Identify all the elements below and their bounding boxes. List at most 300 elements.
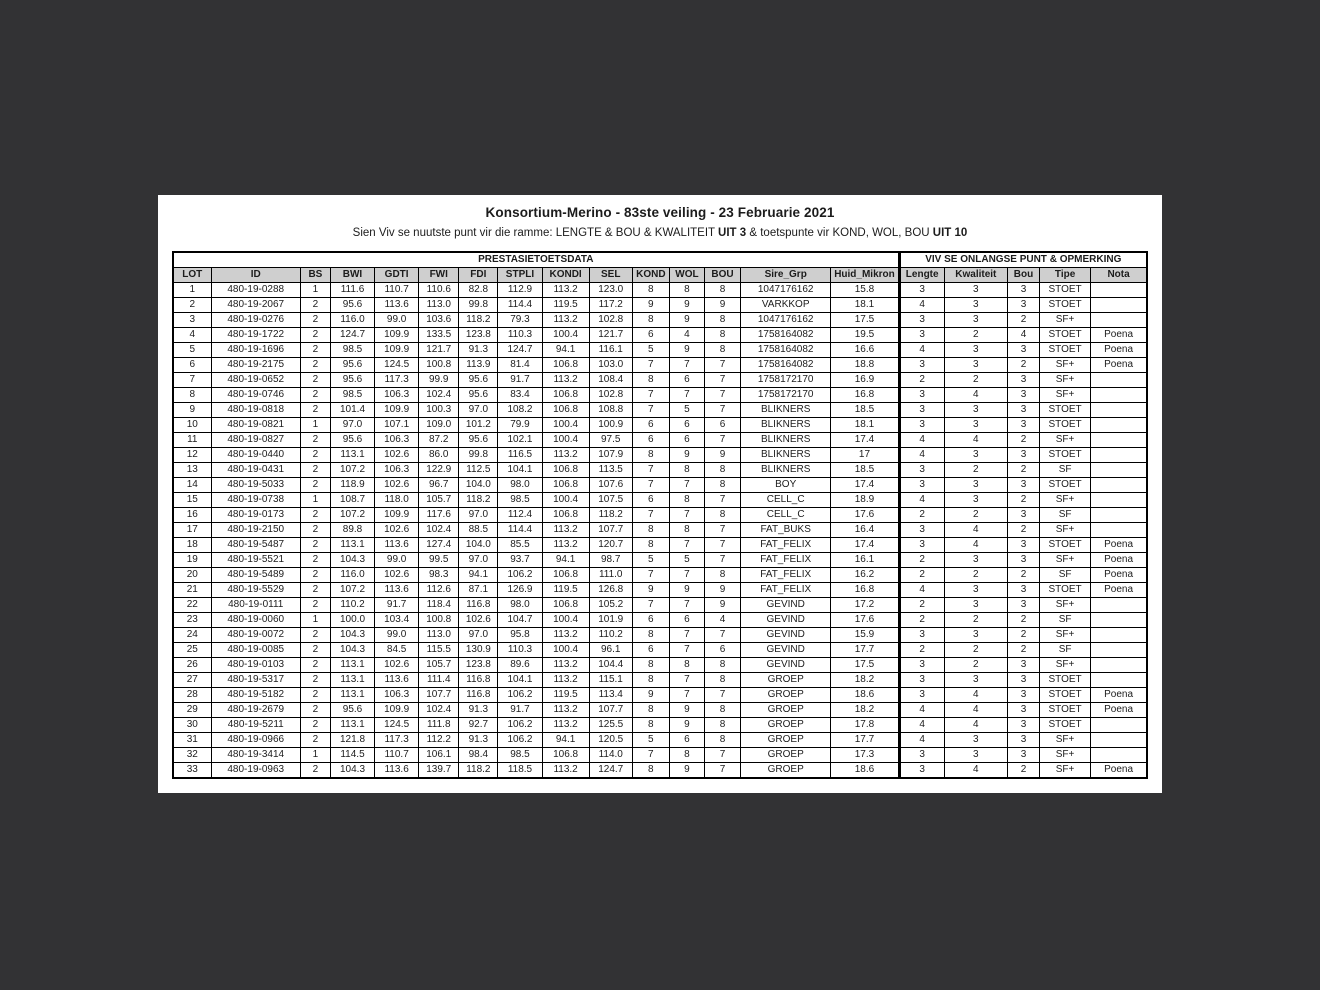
table-cell (1091, 598, 1147, 613)
table-row (173, 553, 1147, 568)
table-cell: 8 (669, 463, 704, 478)
table-cell: 106.3 (375, 463, 419, 478)
table-cell: 95.6 (330, 433, 374, 448)
table-cell: 4 (899, 718, 944, 733)
table-cell: 2 (1007, 613, 1039, 628)
table-cell: 2 (300, 463, 330, 478)
table-cell: 113.2 (542, 373, 589, 388)
table-cell: 110.3 (498, 643, 542, 658)
table-cell: 16.8 (831, 388, 899, 403)
table-cell: 116.0 (330, 313, 374, 328)
table-cell: 4 (944, 763, 1007, 779)
table-cell: 6 (632, 418, 669, 433)
table-cell: 102.4 (419, 523, 459, 538)
table-cell: 480-19-0652 (211, 373, 300, 388)
table-cell: 6 (669, 613, 704, 628)
table-cell: 6 (704, 643, 740, 658)
table-cell: SF+ (1040, 763, 1091, 779)
table-cell: 119.5 (542, 583, 589, 598)
column-header-huid-mikron: Huid_Mikron (831, 268, 899, 283)
table-row (173, 388, 1147, 403)
table-cell: 112.5 (459, 463, 498, 478)
table-cell: 480-19-5317 (211, 673, 300, 688)
table-cell: 6 (669, 433, 704, 448)
table-cell: 3 (899, 688, 944, 703)
table-cell: 2 (300, 673, 330, 688)
table-cell: GROEP (741, 673, 831, 688)
table-cell: 86.0 (419, 448, 459, 463)
table-cell: 3 (1007, 748, 1039, 763)
column-header-fdi: FDI (459, 268, 498, 283)
table-cell: 120.7 (589, 538, 632, 553)
table-cell: 112.4 (498, 508, 542, 523)
table-cell: 95.6 (330, 373, 374, 388)
table-cell: 119.5 (542, 688, 589, 703)
table-cell: 109.9 (375, 343, 419, 358)
table-cell: 2 (300, 688, 330, 703)
table-cell: 130.9 (459, 643, 498, 658)
table-cell: 9 (632, 688, 669, 703)
table-cell: 97.0 (459, 403, 498, 418)
table-cell: 105.7 (419, 493, 459, 508)
table-cell: 95.6 (459, 373, 498, 388)
table-cell: 8 (632, 538, 669, 553)
table-cell: 114.4 (498, 298, 542, 313)
table-cell: GEVIND (741, 613, 831, 628)
table-cell: 18.9 (831, 493, 899, 508)
table-cell: 107.7 (419, 688, 459, 703)
table-cell: 2 (944, 658, 1007, 673)
table-cell: SF (1040, 613, 1091, 628)
table-cell: 9 (669, 703, 704, 718)
table-cell: 9 (669, 718, 704, 733)
table-cell: 106.2 (498, 733, 542, 748)
table-cell: 84.5 (375, 643, 419, 658)
table-cell: 16.2 (831, 568, 899, 583)
table-cell: 480-19-0173 (211, 508, 300, 523)
table-cell: 480-19-0966 (211, 733, 300, 748)
table-cell: 480-19-0818 (211, 403, 300, 418)
table-cell: 100.8 (419, 613, 459, 628)
table-cell: 94.1 (459, 568, 498, 583)
table-row (173, 688, 1147, 703)
table-cell: 10 (173, 418, 211, 433)
table-cell: 106.8 (542, 478, 589, 493)
table-cell: 8 (704, 718, 740, 733)
table-cell: 4 (944, 538, 1007, 553)
table-cell: 98.5 (330, 343, 374, 358)
table-cell: 101.4 (330, 403, 374, 418)
table-cell: 2 (300, 718, 330, 733)
table-cell: 18 (173, 538, 211, 553)
table-cell: 17.4 (831, 433, 899, 448)
table-cell: 8 (704, 463, 740, 478)
table-cell: 112.6 (419, 583, 459, 598)
table-cell: STOET (1040, 328, 1091, 343)
table-cell: 18.1 (831, 418, 899, 433)
table-cell: 98.7 (589, 553, 632, 568)
table-cell: 2 (1007, 643, 1039, 658)
table-row (173, 448, 1147, 463)
table-cell: 124.7 (330, 328, 374, 343)
table-cell: 106.3 (375, 688, 419, 703)
table-cell: 4 (899, 343, 944, 358)
table-cell: 480-19-0060 (211, 613, 300, 628)
table-row (173, 478, 1147, 493)
table-row (173, 313, 1147, 328)
table-cell: 107.9 (589, 448, 632, 463)
table-cell: 480-19-3414 (211, 748, 300, 763)
table-cell: 106.8 (542, 598, 589, 613)
table-cell: 3 (944, 448, 1007, 463)
table-cell: 25 (173, 643, 211, 658)
table-cell: 7 (704, 628, 740, 643)
table-cell: 113.5 (589, 463, 632, 478)
table-cell: 116.8 (459, 598, 498, 613)
table-cell (1091, 718, 1147, 733)
table-cell: 3 (1007, 403, 1039, 418)
table-cell: FAT_FELIX (741, 568, 831, 583)
table-cell: 114.0 (589, 748, 632, 763)
table-cell: 1758164082 (741, 328, 831, 343)
table-cell: 110.7 (375, 283, 419, 298)
table-cell: 118.5 (498, 763, 542, 779)
table-cell: 113.1 (330, 673, 374, 688)
table-cell: 113.0 (419, 298, 459, 313)
table-cell: 113.6 (375, 763, 419, 779)
table-cell: 3 (1007, 538, 1039, 553)
table-cell: 79.9 (498, 418, 542, 433)
table-cell: 6 (632, 493, 669, 508)
table-cell: 9 (632, 583, 669, 598)
table-cell: GEVIND (741, 628, 831, 643)
table-cell: 1758164082 (741, 343, 831, 358)
table-cell: 7 (632, 748, 669, 763)
table-cell: 1 (300, 748, 330, 763)
table-cell: 104.3 (330, 643, 374, 658)
table-cell: 4 (944, 688, 1007, 703)
table-cell (1091, 283, 1147, 298)
table-cell: 113.2 (542, 538, 589, 553)
table-cell: CELL_C (741, 508, 831, 523)
table-cell: 17.5 (831, 313, 899, 328)
table-cell: 2 (300, 298, 330, 313)
table-cell: 9 (669, 343, 704, 358)
table-cell: 102.4 (419, 703, 459, 718)
table-cell: 91.7 (375, 598, 419, 613)
table-cell: 480-19-2067 (211, 298, 300, 313)
table-cell: 3 (1007, 283, 1039, 298)
table-cell: 133.5 (419, 328, 459, 343)
table-cell: 1 (300, 283, 330, 298)
table-cell: 104.0 (459, 538, 498, 553)
table-cell: 9 (669, 583, 704, 598)
table-cell: 2 (300, 643, 330, 658)
table-cell: 480-19-1696 (211, 343, 300, 358)
table-cell: 480-19-0431 (211, 463, 300, 478)
table-cell: 6 (704, 418, 740, 433)
table-cell: BLIKNERS (741, 418, 831, 433)
table-cell: 104.4 (589, 658, 632, 673)
table-cell: 480-19-0963 (211, 763, 300, 779)
table-cell: 8 (704, 733, 740, 748)
table-cell: 2 (300, 523, 330, 538)
table-cell: 8 (632, 703, 669, 718)
table-cell: 480-19-5529 (211, 583, 300, 598)
table-cell: 104.1 (498, 673, 542, 688)
table-cell: 83.4 (498, 388, 542, 403)
table-cell: 16.1 (831, 553, 899, 568)
table-row (173, 568, 1147, 583)
table-cell: 3 (944, 673, 1007, 688)
table-cell: 2 (944, 373, 1007, 388)
table-cell: 102.8 (589, 313, 632, 328)
table-cell: 8 (704, 478, 740, 493)
table-cell: 96.1 (589, 643, 632, 658)
table-cell: 106.2 (498, 718, 542, 733)
table-cell: 100.9 (589, 418, 632, 433)
table-cell: 18.5 (831, 403, 899, 418)
table-cell: 12 (173, 448, 211, 463)
table-cell: 9 (704, 598, 740, 613)
table-cell (1091, 463, 1147, 478)
table-cell: 3 (944, 553, 1007, 568)
table-cell: 116.0 (330, 568, 374, 583)
table-cell: SF+ (1040, 493, 1091, 508)
table-cell: 480-19-5182 (211, 688, 300, 703)
table-cell: 3 (1007, 553, 1039, 568)
table-cell: 92.7 (459, 718, 498, 733)
table-cell: 7 (704, 763, 740, 779)
table-cell (1091, 643, 1147, 658)
table-cell: 1758172170 (741, 388, 831, 403)
table-cell: 110.2 (330, 598, 374, 613)
table-cell: 7 (704, 538, 740, 553)
table-cell: Poena (1091, 553, 1147, 568)
table-cell: SF (1040, 463, 1091, 478)
table-cell: 107.2 (330, 583, 374, 598)
table-cell: 2 (300, 658, 330, 673)
table-cell: 20 (173, 568, 211, 583)
page-subtitle (158, 227, 1162, 239)
table-row (173, 343, 1147, 358)
table-cell: 103.0 (589, 358, 632, 373)
table-cell: 4 (899, 493, 944, 508)
table-cell (1091, 628, 1147, 643)
table-cell: CELL_C (741, 493, 831, 508)
table-cell: 110.7 (375, 748, 419, 763)
table-cell: 16.9 (831, 373, 899, 388)
table-row (173, 658, 1147, 673)
table-cell: GEVIND (741, 658, 831, 673)
table-cell: 2 (944, 508, 1007, 523)
table-cell: 98.5 (498, 493, 542, 508)
column-header-kondi: KONDI (542, 268, 589, 283)
table-cell: 125.5 (589, 718, 632, 733)
table-cell: 107.5 (589, 493, 632, 508)
table-cell: 113.6 (375, 673, 419, 688)
table-cell: 480-19-2679 (211, 703, 300, 718)
table-cell: 4 (704, 613, 740, 628)
table-cell: 1047176162 (741, 283, 831, 298)
table-cell: 3 (944, 283, 1007, 298)
table-cell: 15 (173, 493, 211, 508)
table-cell: 3 (173, 313, 211, 328)
table-cell: STOET (1040, 283, 1091, 298)
table-cell: GROEP (741, 688, 831, 703)
table-cell: 2 (899, 643, 944, 658)
table-row (173, 628, 1147, 643)
table-cell: 100.0 (330, 613, 374, 628)
table-cell: 3 (944, 493, 1007, 508)
table-cell: GROEP (741, 733, 831, 748)
table-cell: BLIKNERS (741, 463, 831, 478)
table-cell: GEVIND (741, 598, 831, 613)
table-cell: 2 (1007, 493, 1039, 508)
table-cell: 15.8 (831, 283, 899, 298)
table-cell: 7 (704, 523, 740, 538)
subtitle-text-mid: & toetspunte vir KOND, WOL, BOU (746, 227, 933, 239)
column-header-lengte: Lengte (899, 268, 944, 283)
table-cell: 114.5 (330, 748, 374, 763)
table-cell: 3 (944, 343, 1007, 358)
table-cell: 3 (899, 478, 944, 493)
table-cell: 8 (632, 718, 669, 733)
table-row (173, 523, 1147, 538)
table-cell: 113.9 (459, 358, 498, 373)
table-cell: 2 (1007, 568, 1039, 583)
table-cell: 107.1 (375, 418, 419, 433)
table-cell: 17.6 (831, 508, 899, 523)
table-cell: 2 (899, 598, 944, 613)
table-cell: 98.3 (419, 568, 459, 583)
table-cell: 3 (899, 523, 944, 538)
table-cell (1091, 523, 1147, 538)
table-cell: 2 (300, 538, 330, 553)
table-cell: 9 (704, 298, 740, 313)
table-cell: 2 (300, 568, 330, 583)
table-cell: 5 (669, 553, 704, 568)
table-cell: 113.2 (542, 658, 589, 673)
table-cell: 7 (669, 568, 704, 583)
table-cell: 2 (300, 763, 330, 779)
table-cell: Poena (1091, 568, 1147, 583)
table-cell: 8 (704, 283, 740, 298)
table-cell: Poena (1091, 358, 1147, 373)
table-cell: 4 (899, 733, 944, 748)
table-cell: 99.0 (375, 553, 419, 568)
table-cell: SF+ (1040, 628, 1091, 643)
table-cell: 87.2 (419, 433, 459, 448)
table-cell: 113.2 (542, 523, 589, 538)
table-cell: 99.0 (375, 628, 419, 643)
table-cell: 7 (669, 628, 704, 643)
table-cell: 480-19-0746 (211, 388, 300, 403)
page-title: Konsortium-Merino - 83ste veiling - 23 Februarie 2021 (485, 205, 835, 220)
table-cell: 30 (173, 718, 211, 733)
table-cell: 4 (944, 718, 1007, 733)
table-cell: 3 (899, 673, 944, 688)
table-cell: 7 (632, 358, 669, 373)
table-cell: 114.4 (498, 523, 542, 538)
table-cell: 2 (944, 613, 1007, 628)
table-cell: 7 (704, 493, 740, 508)
table-row (173, 703, 1147, 718)
table-cell: 99.8 (459, 298, 498, 313)
table-cell: 117.3 (375, 733, 419, 748)
table-cell: 7 (669, 478, 704, 493)
table-cell: 8 (632, 763, 669, 779)
table-cell: 95.6 (459, 388, 498, 403)
table-cell: 98.5 (330, 388, 374, 403)
table-cell: 81.4 (498, 358, 542, 373)
table-cell: 8 (632, 628, 669, 643)
table-cell (1091, 373, 1147, 388)
table-cell: 5 (632, 733, 669, 748)
table-cell: 7 (704, 358, 740, 373)
table-cell: 7 (704, 553, 740, 568)
table-cell: 113.1 (330, 658, 374, 673)
table-cell: 3 (1007, 703, 1039, 718)
table-cell: 7 (669, 358, 704, 373)
column-header-lot: LOT (173, 268, 211, 283)
table-cell: 106.2 (498, 688, 542, 703)
table-cell: 7 (632, 463, 669, 478)
group-header: VIV SE ONLANGSE PUNT & OPMERKING (899, 252, 1147, 268)
table-cell: 7 (669, 643, 704, 658)
table-cell: 113.2 (542, 718, 589, 733)
table-cell: 118.2 (459, 763, 498, 779)
table-cell: STOET (1040, 343, 1091, 358)
table-cell: 99.0 (375, 313, 419, 328)
table-cell: 2 (300, 388, 330, 403)
table-row (173, 508, 1147, 523)
table-cell: 113.0 (419, 628, 459, 643)
table-row (173, 493, 1147, 508)
table-cell: 106.8 (542, 388, 589, 403)
table-cell: SF+ (1040, 658, 1091, 673)
table-cell: 89.8 (330, 523, 374, 538)
table-cell: 7 (669, 538, 704, 553)
table-cell: 108.8 (589, 403, 632, 418)
table-row (173, 538, 1147, 553)
table-cell: STOET (1040, 478, 1091, 493)
table-cell: SF+ (1040, 523, 1091, 538)
table-cell: STOET (1040, 583, 1091, 598)
table-cell: 9 (704, 448, 740, 463)
table-cell: 17.4 (831, 478, 899, 493)
table-cell: 2 (899, 613, 944, 628)
table-cell: 120.5 (589, 733, 632, 748)
table-cell: 3 (944, 403, 1007, 418)
table-cell: 8 (704, 313, 740, 328)
table-cell: 480-19-0440 (211, 448, 300, 463)
table-cell: 102.8 (589, 388, 632, 403)
table-cell: 102.4 (419, 388, 459, 403)
table-cell: 108.4 (589, 373, 632, 388)
column-header-bs: BS (300, 268, 330, 283)
table-cell: 110.6 (419, 283, 459, 298)
table-cell: STOET (1040, 703, 1091, 718)
column-header-stpli: STPLI (498, 268, 542, 283)
table-row (173, 463, 1147, 478)
table-cell: 107.2 (330, 463, 374, 478)
table-cell: 17.7 (831, 733, 899, 748)
table-cell: 97.0 (459, 508, 498, 523)
table-cell: 9 (669, 298, 704, 313)
table-cell: 18.6 (831, 763, 899, 779)
table-cell: Poena (1091, 688, 1147, 703)
